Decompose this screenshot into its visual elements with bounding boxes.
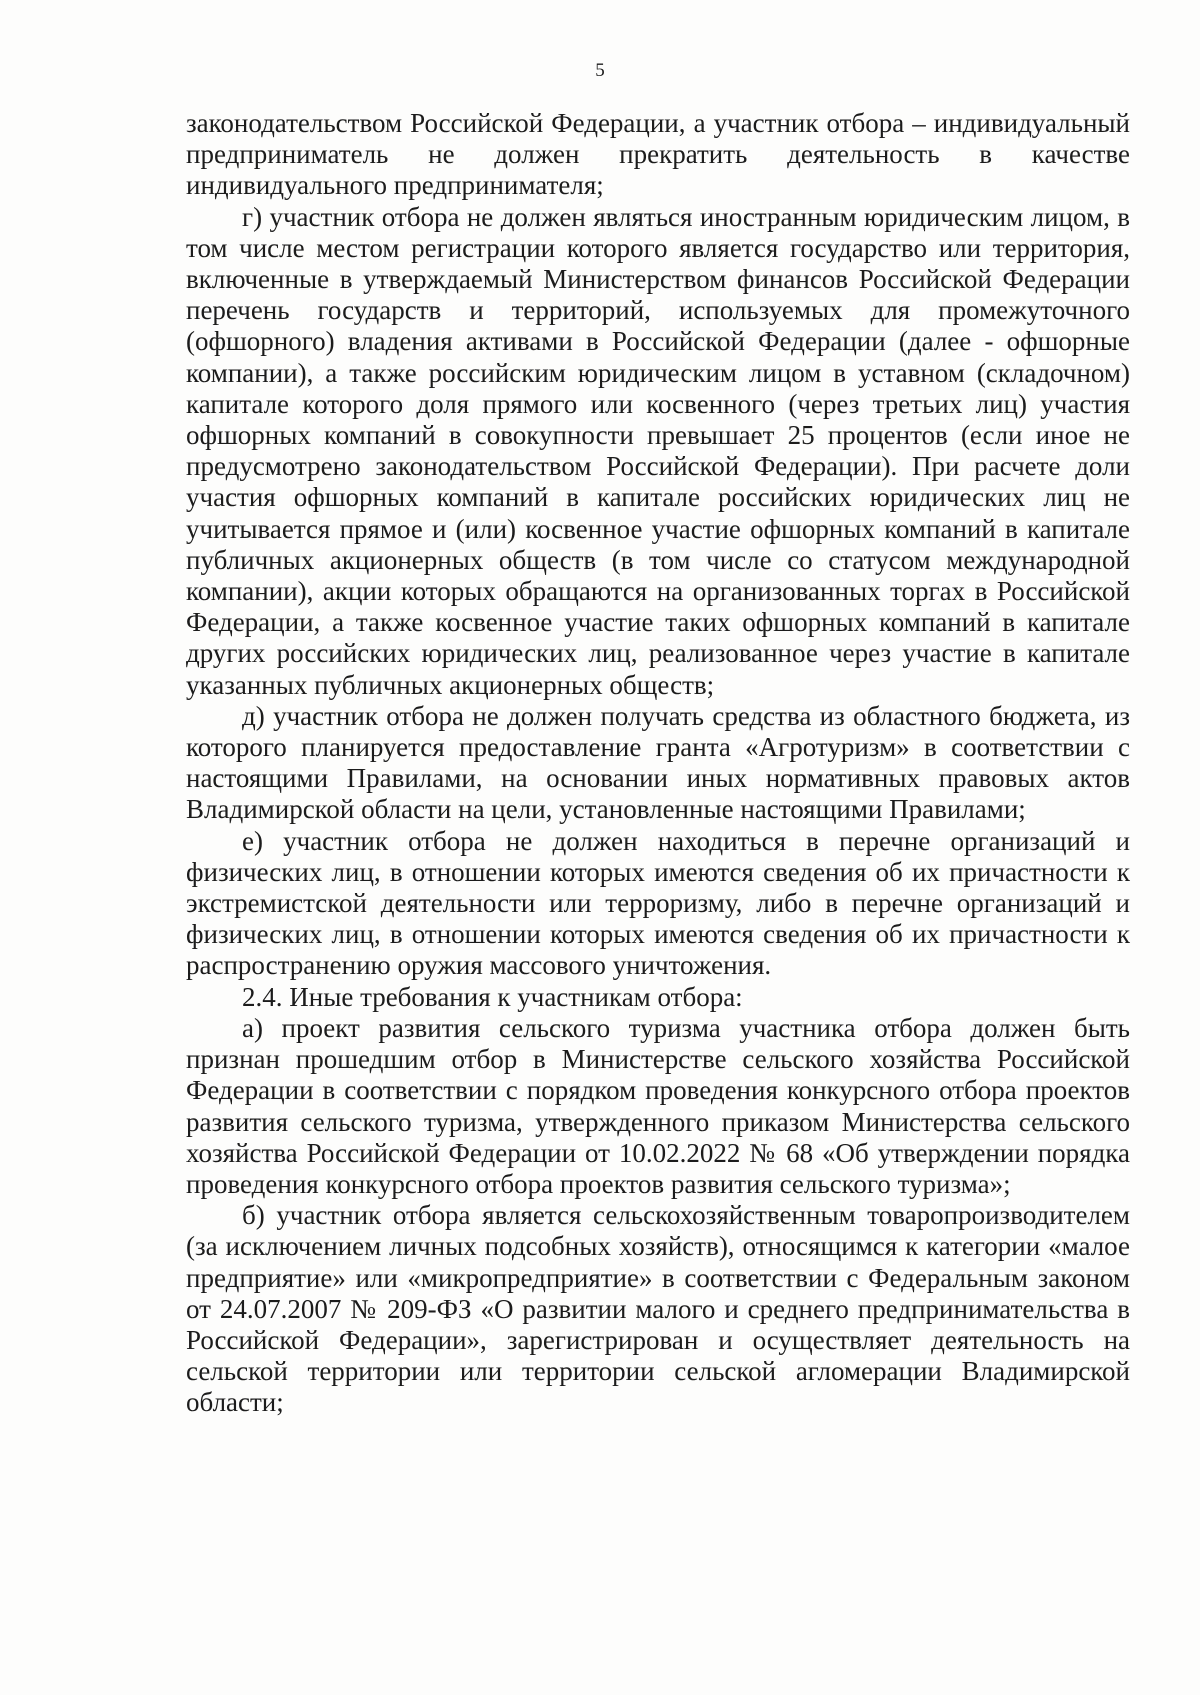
paragraph-a: а) проект развития сельского туризма участника отбора должен быть признан прошедшим отбор в Министерстве сельского хозяйства Российской Федерации в соответствии с порядком проведения конкурсного отбора проектов развития сельского туризма, утвержденного приказом Министерства сельского хозяйства Российской Федерации от 10.02.2022 № 68 «Об утверждении порядка проведения конкурсного отбора проектов развития сельского туризма»; bbox=[186, 1012, 1130, 1199]
paragraph-b: б) участник отбора является сельскохозяйственным товаропроизводителем (за исключением личных подсобных хозяйств), относящимся к категории «малое предприятие» или «микропредприятие» в соответствии с Федеральным законом от 24.07.2007 № 209-ФЗ «О развитии малого и среднего предпринимательства в Российской Федерации», зарегистрирован и осуществляет деятельность на сельской территории или территории сельской агломерации Владимирской области; bbox=[186, 1200, 1130, 1418]
page-number: 5 bbox=[595, 60, 605, 81]
paragraph-g: г) участник отбора не должен являться иностранным юридическим лицом, в том числе местом регистрации которого является государство или территория, включенные в утверждаемый Министерством финансов Российской Федерации перечень государств и территорий, используемых для промежуточного (офшорного) владения активами в Российской Федерации (далее - офшорные компании), а также российским юридическим лицом в уставном (складочном) капитале которого доля прямого или косвенного (через третьих лиц) участия офшорных компаний в совокупности превышает 25 процентов (если иное не предусмотрено законодательством Российской Федерации). При расчете доли участия офшорных компаний в капитале российских юридических лиц не учитывается прямое и (или) косвенное участие офшорных компаний в капитале публичных акционерных обществ (в том числе со статусом международной компании), акции которых обращаются на организованных торгах в Российской Федерации, а также косвенное участие таких офшорных компаний в капитале других российских юридических лиц, реализованное через участие в капитале указанных публичных акционерных обществ; bbox=[186, 201, 1130, 700]
paragraph-e: е) участник отбора не должен находиться в перечне организаций и физических лиц, в отношении которых имеются сведения об их причастности к экстремистской деятельности или терроризму, либо в перечне организаций и физических лиц, в отношении которых имеются сведения об их причастности к распространению оружия массового уничтожения. bbox=[186, 825, 1130, 981]
paragraph-d: д) участник отбора не должен получать средства из областного бюджета, из которого планируется предоставление гранта «Агротуризм» в соответствии с настоящими Правилами, на основании иных нормативных правовых актов Владимирской области на цели, установленные настоящими Правилами; bbox=[186, 700, 1130, 825]
paragraph-continuation: законодательством Российской Федерации, а участник отбора – индивидуальный предприниматель не должен прекратить деятельность в качестве индивидуального предпринимателя; bbox=[186, 108, 1130, 201]
document-body bbox=[186, 108, 1130, 1419]
section-heading-2-4: 2.4. Иные требования к участникам отбора: bbox=[242, 981, 743, 1012]
